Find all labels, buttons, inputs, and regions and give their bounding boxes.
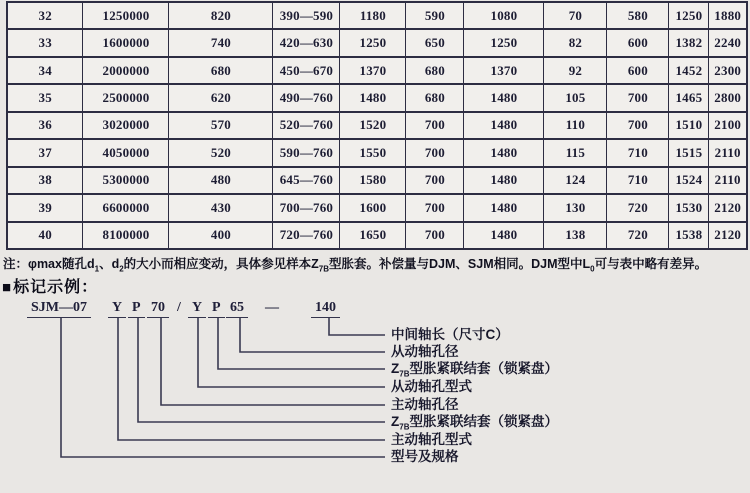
table-cell: 700 [406,112,464,139]
table-cell: 1465 [669,84,709,111]
table-cell: 590 [406,2,464,29]
label-text: 从动轴孔型式 [391,379,472,394]
table-cell: 8100000 [83,222,169,250]
table-cell: 1650 [340,222,406,250]
table-cell: 450—670 [273,57,340,84]
table-cell: 520—760 [273,112,340,139]
table-cell: 2500000 [83,84,169,111]
label-text: 型胀紧联结套（锁紧盘） [409,414,558,429]
table-cell: 3020000 [83,112,169,139]
table-cell: 35 [7,84,83,111]
diagram-label-locking-sleeve-2 [391,361,558,377]
table-cell: 1530 [669,194,709,221]
table-cell: 2110 [709,139,747,166]
label-text: 型胀紧联结套（锁紧盘） [409,361,558,376]
diagram-label-driven-bore-type [391,379,472,395]
table-cell: 430 [169,194,273,221]
table-cell: 600 [607,29,669,56]
table-cell: 1480 [464,84,544,111]
table-cell: 620 [169,84,273,111]
table-cell: 1480 [464,222,544,250]
label-sub: 7B [399,422,410,432]
table-cell: 1250 [464,29,544,56]
table-cell: 2000000 [83,57,169,84]
table-cell: 710 [607,139,669,166]
diagram-label-drive-bore-dia [391,397,459,413]
table-cell: 1600 [340,194,406,221]
table-cell: 2240 [709,29,747,56]
table-cell: 2800 [709,84,747,111]
table-cell: 1250000 [83,2,169,29]
code-token-bore2: 65 [226,299,248,318]
code-token-model: SJM—07 [27,299,91,318]
table-cell: 700 [607,84,669,111]
table-cell: 1580 [340,167,406,194]
table-row [7,29,747,56]
table-cell: 2120 [709,222,747,250]
table-cell: 37 [7,139,83,166]
section-title: 标记示例： [13,279,99,296]
code-token-y2: Y [188,299,206,318]
label-text: Z [391,414,400,429]
table-cell: 115 [544,139,607,166]
note-subscript: 7B [318,264,330,274]
table-cell: 680 [406,57,464,84]
table-cell: 645—760 [273,167,340,194]
note-subscript: 1 [94,264,100,274]
table-cell: 700 [406,139,464,166]
table-row [7,194,747,221]
code-token-slash: / [177,300,181,315]
table-cell: 820 [169,2,273,29]
table-cell: 720 [607,222,669,250]
table-cell: 420—630 [273,29,340,56]
spec-table-body [7,2,747,249]
table-cell: 4050000 [83,139,169,166]
diagram-label-mid-shaft-length [391,327,509,343]
table-cell: 400 [169,222,273,250]
note-text-segment: 可与表中略有差异。 [594,257,708,271]
table-row [7,222,747,250]
table-cell: 700 [406,167,464,194]
table-row [7,57,747,84]
table-cell: 720 [607,194,669,221]
table-cell: 720—760 [273,222,340,250]
table-cell: 39 [7,194,83,221]
table-note [3,254,747,274]
label-text: 主动轴孔径 [391,397,459,412]
table-cell: 1600000 [83,29,169,56]
label-text: Z [391,361,400,376]
table-row [7,139,747,166]
table-cell: 1510 [669,112,709,139]
table-cell: 480 [169,167,273,194]
connector-lines [0,295,750,493]
table-cell: 1180 [340,2,406,29]
table-cell: 138 [544,222,607,250]
table-cell: 124 [544,167,607,194]
table-cell: 1480 [464,194,544,221]
table-cell: 680 [169,57,273,84]
note-subscript: 0 [590,264,595,274]
table-cell: 1524 [669,167,709,194]
table-cell: 740 [169,29,273,56]
note-subscript: 2 [119,264,124,274]
table-cell: 1480 [340,84,406,111]
table-cell: 1538 [669,222,709,250]
table-cell: 580 [607,2,669,29]
code-token-bore1: 70 [147,299,169,318]
table-cell: 1452 [669,57,709,84]
table-cell: 700 [607,112,669,139]
label-text: 中间轴长（尺寸C） [391,327,509,342]
table-cell: 5300000 [83,167,169,194]
table-cell: 1480 [464,139,544,166]
table-row [7,112,747,139]
table-cell: 650 [406,29,464,56]
table-cell: 2100 [709,112,747,139]
table-cell: 130 [544,194,607,221]
note-text-segment: 的大小而相应变动，具体参见样本Z [123,257,319,271]
table-cell: 600 [607,57,669,84]
diagram-label-drive-bore-type [391,432,472,448]
table-cell: 1480 [464,112,544,139]
black-square-icon: ■ [2,279,13,296]
table-cell: 105 [544,84,607,111]
code-token-shaft-length: 140 [311,299,340,318]
table-cell: 110 [544,112,607,139]
table-cell: 6600000 [83,194,169,221]
table-cell: 700 [406,194,464,221]
code-token-y1: Y [108,299,126,318]
table-cell: 2120 [709,194,747,221]
diagram-label-locking-sleeve-1 [391,414,558,430]
label-text: 主动轴孔型式 [391,432,472,447]
note-text-segment: 、d [99,257,120,271]
table-cell: 1382 [669,29,709,56]
section-heading [2,274,98,297]
table-cell: 2300 [709,57,747,84]
code-token-dash: — [265,300,279,315]
table-cell: 34 [7,57,83,84]
table-cell: 490—760 [273,84,340,111]
label-text: 型号及规格 [391,449,459,464]
table-cell: 1550 [340,139,406,166]
code-token-p1: P [128,299,145,318]
table-row [7,167,747,194]
label-text: 从动轴孔径 [391,344,459,359]
table-cell: 33 [7,29,83,56]
table-cell: 1515 [669,139,709,166]
table-cell: 570 [169,112,273,139]
table-cell: 390—590 [273,2,340,29]
table-cell: 1250 [669,2,709,29]
table-cell: 1250 [340,29,406,56]
note-text-segment: 型胀套。补偿量与DJM、SJM相同。DJM型中L [329,257,591,271]
table-cell: 520 [169,139,273,166]
table-row [7,84,747,111]
marking-example-diagram [0,295,750,493]
label-sub: 7B [399,369,410,379]
table-cell: 1880 [709,2,747,29]
table-cell: 1080 [464,2,544,29]
table-cell: 1370 [464,57,544,84]
table-cell: 1520 [340,112,406,139]
table-cell: 700 [406,222,464,250]
table-cell: 680 [406,84,464,111]
table-cell: 590—760 [273,139,340,166]
table-cell: 2110 [709,167,747,194]
note-text-segment: 注：φmax随孔d [3,257,95,271]
table-cell: 40 [7,222,83,250]
table-cell: 710 [607,167,669,194]
table-cell: 1480 [464,167,544,194]
table-row [7,2,747,29]
table-cell: 70 [544,2,607,29]
table-cell: 700—760 [273,194,340,221]
table-cell: 36 [7,112,83,139]
diagram-label-driven-bore-dia [391,344,459,360]
table-cell: 38 [7,167,83,194]
diagram-label-model-spec [391,449,459,465]
code-token-p2: P [208,299,225,318]
table-cell: 82 [544,29,607,56]
spec-table [6,1,748,250]
table-cell: 1370 [340,57,406,84]
table-cell: 92 [544,57,607,84]
table-cell: 32 [7,2,83,29]
